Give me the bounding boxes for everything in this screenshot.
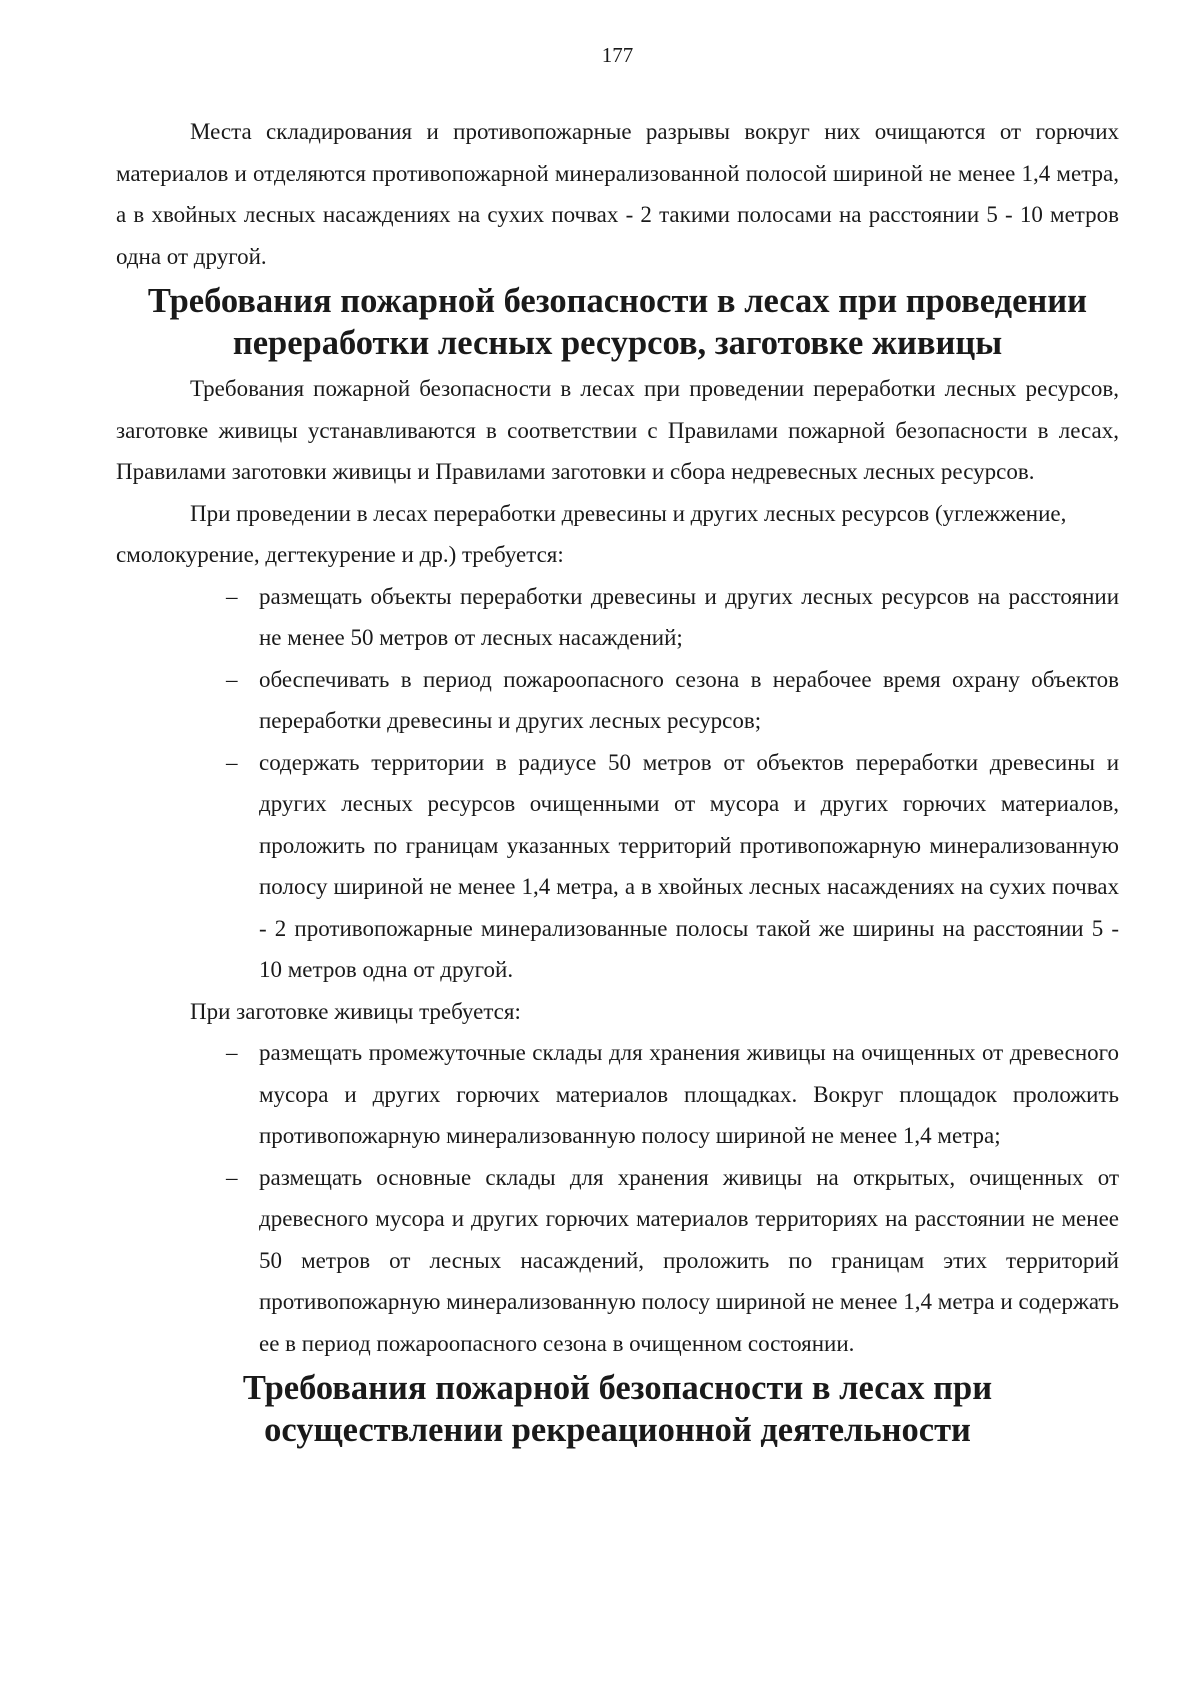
paragraph-requirements-intro: Требования пожарной безопасности в лесах при проведении переработки лесных ресурсов, заготовке живицы устанавливаются в соответствии с Правилами пожарной безопасности в лесах, Правилами заготовки живицы и Правилами заготовки и сбора недревесных лесных ресурсов. — [116, 376, 1119, 484]
list-dash: – — [226, 749, 238, 775]
list-item — [116, 1157, 1119, 1365]
list-dash: – — [226, 666, 238, 692]
list-dash: – — [226, 1040, 238, 1065]
paragraph-processing-intro: При проведении в лесах переработки древесины и других лесных ресурсов (углежжение, смолокурение, дегтекурение и др.) требуется: — [116, 500, 1067, 567]
section-heading-processing: Требования пожарной безопасности в лесах при проведении переработки лесных ресурсов, заготовке живицы — [147, 282, 1088, 362]
paragraph-resin-intro: При заготовке живицы требуется: — [190, 998, 521, 1024]
resin-requirements-list — [116, 1032, 1119, 1364]
list-item-text: размещать основные склады для хранения живицы на открытых, очищенных от древесного мусора и других горючих материалов территориях на расстоянии не менее 50 метров от лесных насаждений, проложить по границам этих территорий противопожарную минерализованную полосу шириной не менее 1,4 метра и содержать ее в период пожароопасного сезона в очищенном состоянии. — [259, 1164, 1119, 1356]
list-item-text: размещать объекты переработки древесины и других лесных ресурсов на расстоянии не менее 50 метров от лесных насаждений; — [259, 583, 1119, 650]
list-item-text: обеспечивать в период пожароопасного сезона в нерабочее время охрану объектов переработки древесины и других лесных ресурсов; — [259, 666, 1119, 733]
list-item — [116, 742, 1119, 991]
list-item — [116, 659, 1119, 742]
list-dash: – — [226, 1164, 238, 1190]
list-dash: – — [226, 583, 238, 609]
page-number: 177 — [601, 43, 634, 67]
paragraph-storage-sites: Места складирования и противопожарные разрывы вокруг них очищаются от горючих материалов и отделяются противопожарной минерализованной полосой шириной не менее 1,4 метра, а в хвойных лесных насаждениях на сухих почвах - 2 такими полосами на расстоянии 5 - 10 метров одна от другой. — [116, 119, 1119, 269]
list-item — [116, 576, 1119, 659]
list-item — [116, 1032, 1119, 1157]
document-body — [116, 111, 1119, 1451]
list-item-text: размещать промежуточные склады для хранения живицы на очищенных от древесного мусора и других горючих материалов площадках. Вокруг площадок проложить противопожарную минерализованную полосу шириной не менее 1,4 метра; — [259, 1040, 1119, 1148]
processing-requirements-list — [116, 576, 1119, 991]
section-heading-recreation: Требования пожарной безопасности в лесах при осуществлении рекреационной деятельности — [242, 1369, 993, 1449]
list-item-text: содержать территории в радиусе 50 метров от объектов переработки древесины и других лесных ресурсов очищенными от мусора и других горючих материалов, проложить по границам указанных территорий противопожарную минерализованную полосу шириной не менее 1,4 метра, а в хвойных лесных насаждениях на сухих почвах - 2 противопожарные минерализованные полосы такой же ширины на расстоянии 5 - 10 метров одна от другой. — [259, 749, 1119, 982]
